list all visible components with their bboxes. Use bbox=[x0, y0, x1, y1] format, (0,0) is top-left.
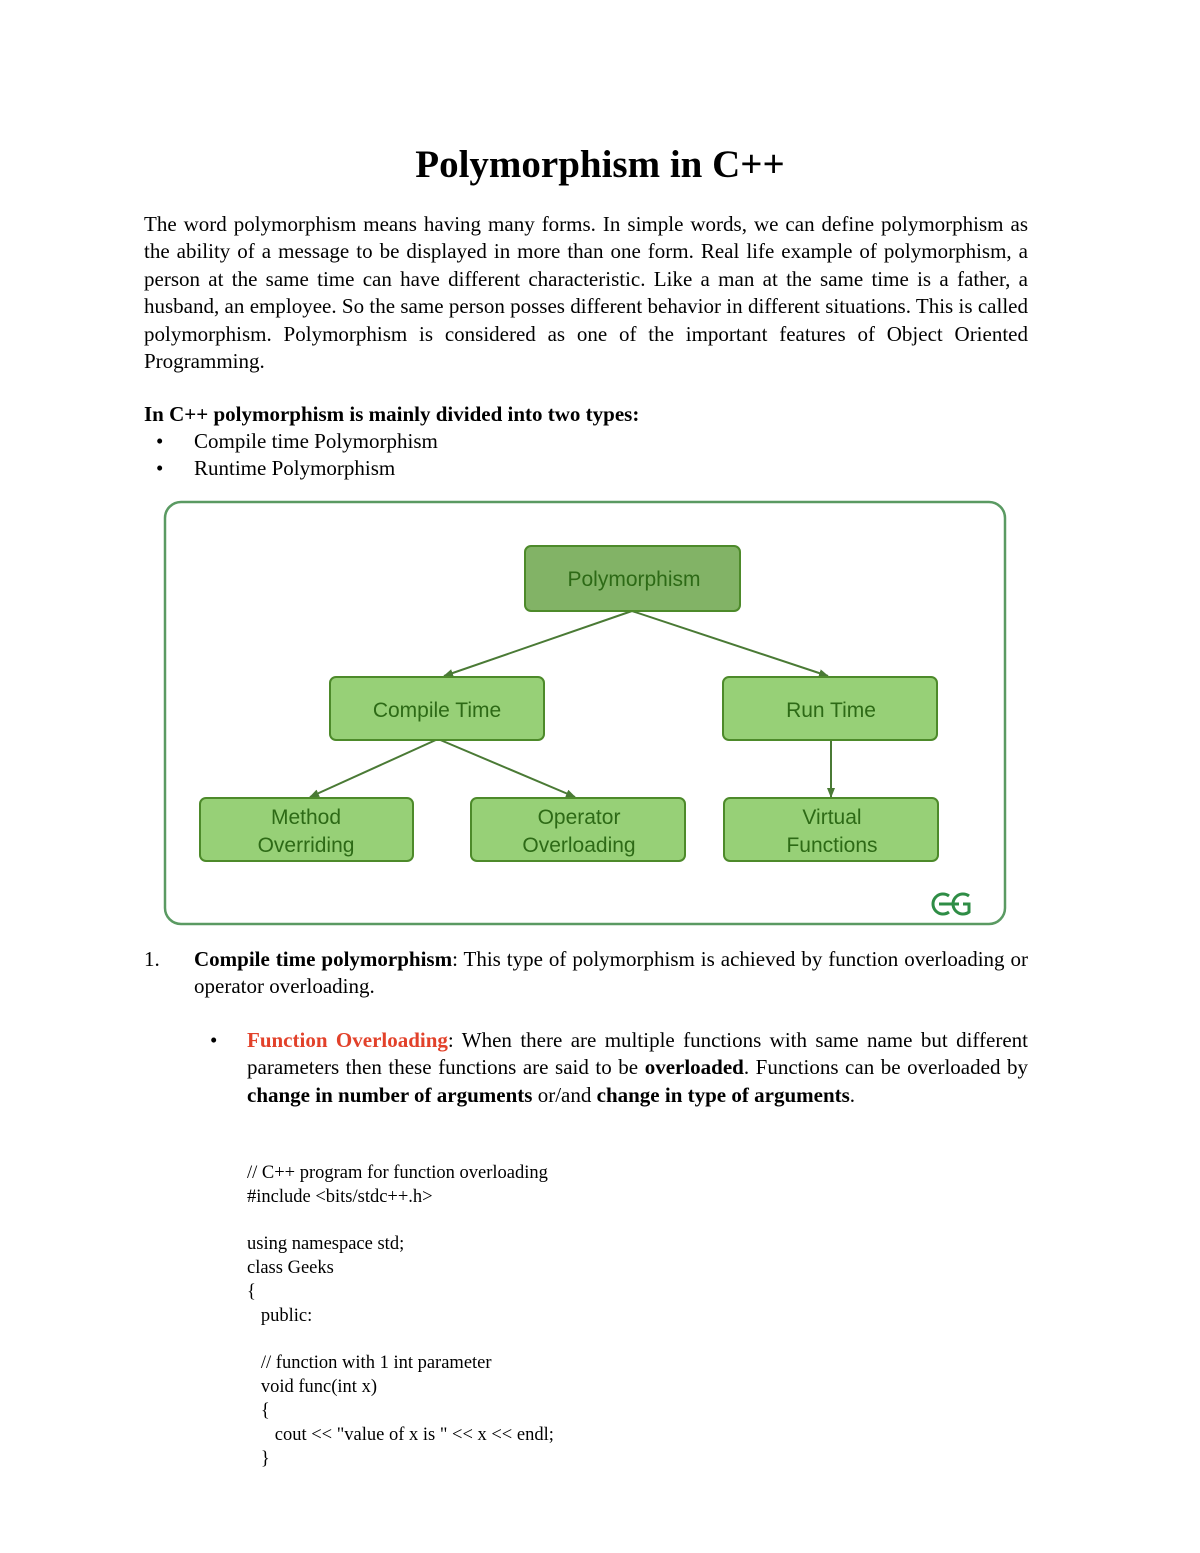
function-overloading-item bbox=[206, 1027, 1028, 1109]
compile-time-item bbox=[144, 946, 1028, 1001]
node-method-line1: Method bbox=[270, 806, 342, 829]
code-line: public: bbox=[247, 1305, 313, 1326]
bold-text: change in number of arguments bbox=[247, 1082, 533, 1107]
text-run: . Functions can be overloaded by bbox=[743, 1055, 1028, 1080]
node-run-time bbox=[723, 677, 937, 740]
node-operator-overloading bbox=[471, 798, 685, 861]
compile-time-text bbox=[194, 946, 1028, 1001]
types-list bbox=[144, 428, 438, 483]
function-overloading-term: Function Overloading bbox=[247, 1028, 448, 1052]
bullet-icon: • bbox=[156, 456, 164, 481]
code-line: void func(int x) bbox=[247, 1377, 377, 1398]
list-item bbox=[144, 455, 438, 482]
code-line: cout << "value of x is " << x << endl; bbox=[247, 1424, 554, 1445]
bullet-icon: • bbox=[156, 429, 164, 453]
node-operator-line2: Overloading bbox=[522, 834, 636, 857]
polymorphism-diagram bbox=[162, 499, 1008, 927]
code-block bbox=[247, 1162, 554, 1471]
code-line: { bbox=[247, 1281, 256, 1302]
node-run-time-label: Run Time bbox=[786, 699, 876, 722]
node-method-overriding bbox=[200, 798, 413, 861]
code-line: class Geeks bbox=[247, 1258, 334, 1279]
types-heading: In C++ polymorphism is mainly divided into two types: bbox=[144, 402, 640, 426]
code-line: { bbox=[247, 1400, 270, 1421]
list-item bbox=[144, 428, 438, 455]
bold-text: overloaded bbox=[644, 1055, 744, 1080]
compile-time-term: Compile time polymorphism bbox=[194, 947, 453, 971]
compile-time-description: : This type of polymorphism is achieved by function overloading or operator overloading. bbox=[194, 947, 1028, 999]
code-line: #include <bits/stdc++.h> bbox=[247, 1186, 433, 1207]
code-line: // function with 1 int parameter bbox=[247, 1353, 492, 1374]
node-compile-time bbox=[330, 677, 544, 740]
function-overloading-text bbox=[247, 1027, 1028, 1109]
page-title: Polymorphism in C++ bbox=[415, 143, 785, 186]
node-virtual-line1: Virtual bbox=[802, 806, 862, 829]
bullet-icon: • bbox=[210, 1028, 218, 1052]
code-line bbox=[247, 1210, 554, 1234]
node-virtual-line2: Functions bbox=[786, 834, 878, 857]
list-item-text: Runtime Polymorphism bbox=[194, 456, 396, 481]
list-number: 1. bbox=[144, 947, 160, 971]
node-polymorphism bbox=[525, 546, 740, 611]
text-run: . bbox=[849, 1082, 856, 1107]
code-line: } bbox=[247, 1448, 270, 1469]
text-run: or/and bbox=[532, 1082, 597, 1107]
node-compile-time-label: Compile Time bbox=[372, 699, 502, 722]
node-method-line2: Overriding bbox=[257, 834, 355, 857]
intro-paragraph: The word polymorphism means having many forms. In simple words, we can define polymorphism as the ability of a message to be displayed in more than one form. Real life example of polymorphism, a person at the same time can have different characteristic. Like a man at the same time is a father, a husband, an employee. So the same person posses different behavior in different situations. This is called polymorphism. Polymorphism is considered as one of the important features of Object Oriented Programming. bbox=[144, 212, 1028, 374]
node-virtual-functions bbox=[724, 798, 938, 861]
node-polymorphism-label: Polymorphism bbox=[567, 568, 701, 591]
code-line bbox=[247, 1329, 554, 1353]
code-line: using namespace std; bbox=[247, 1234, 405, 1255]
code-line: // C++ program for function overloading bbox=[247, 1163, 548, 1183]
text-run: : When there are multiple functions with same name but different parameters then these functions are said to be bbox=[247, 1028, 1028, 1080]
list-item-text: Compile time Polymorphism bbox=[194, 429, 438, 453]
bold-text: change in type of arguments bbox=[596, 1082, 850, 1107]
node-operator-line1: Operator bbox=[537, 806, 621, 829]
